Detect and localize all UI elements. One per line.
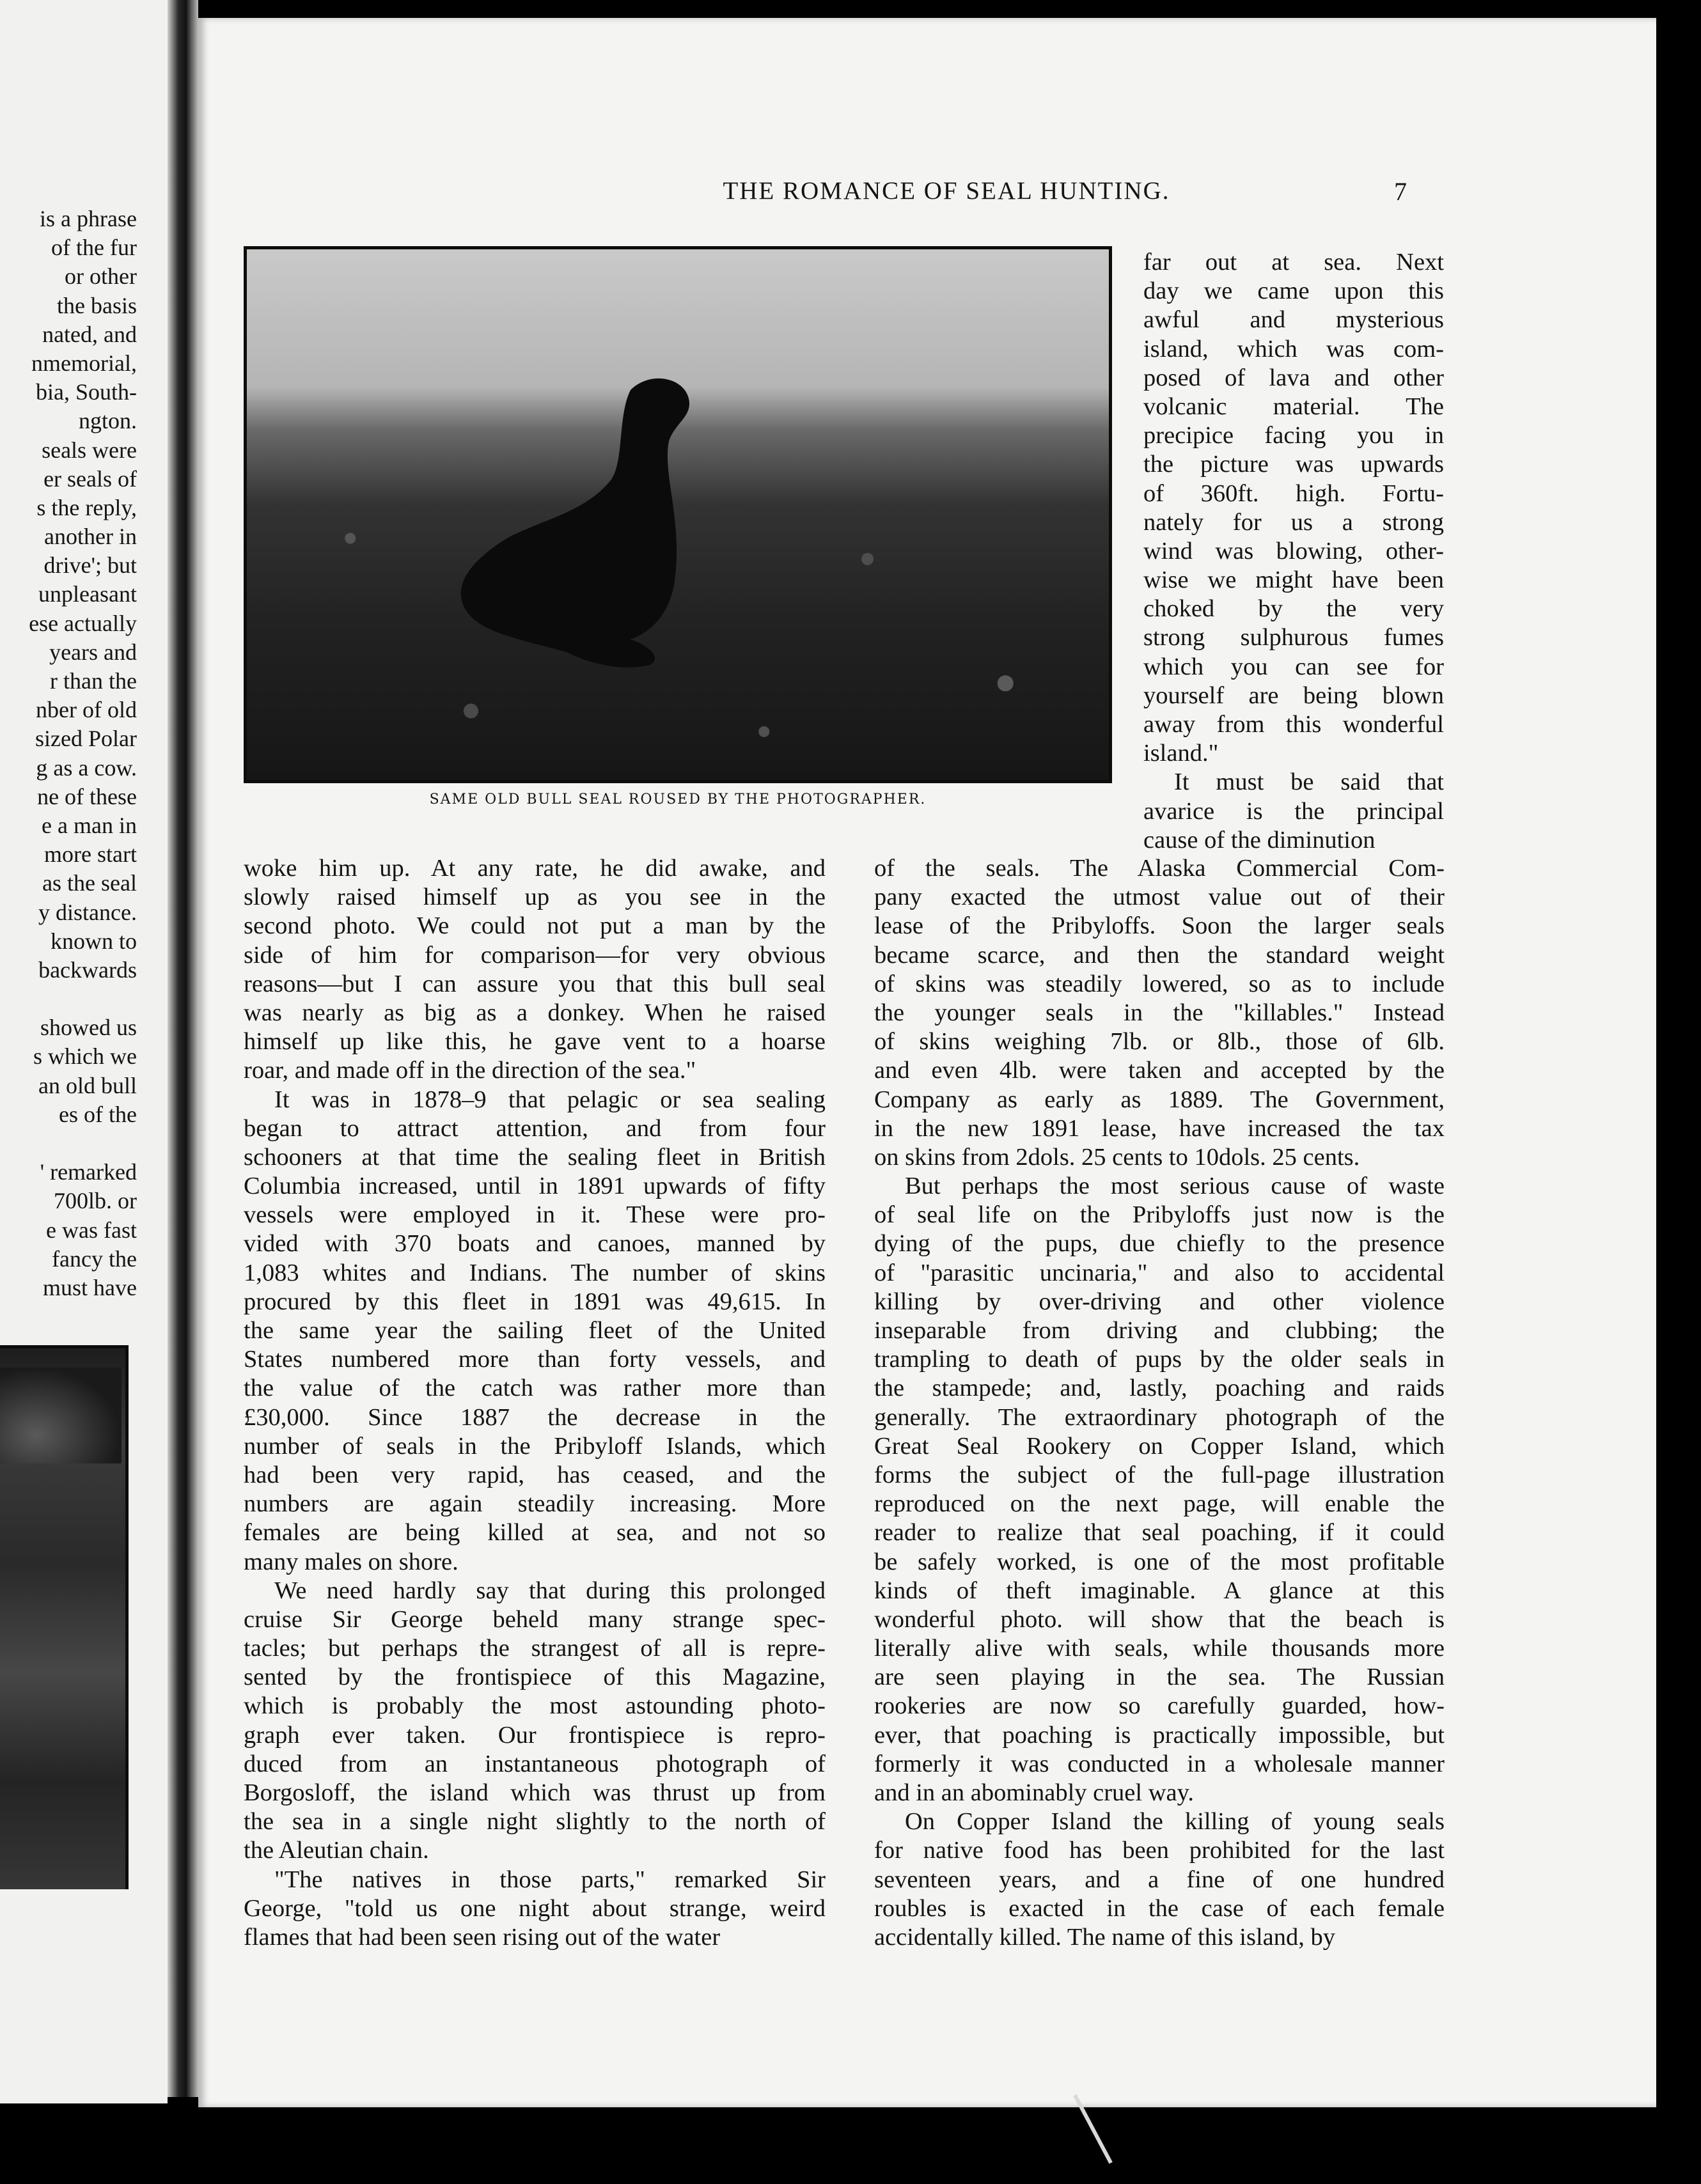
text-line: Company as early as 1889. The Government, [874,1086,1445,1113]
text-line: vided with 370 boats and canoes, manned by [244,1230,826,1258]
text-line: of "parasitic uncinaria," and also to accidental [874,1259,1445,1286]
text-line: of skins was steadily lowered, so as to include [874,970,1445,997]
text-line: schooners at that time the sealing fleet in British [244,1143,826,1171]
text-line: known to [51,928,137,954]
text-line: island, which was com- [1143,335,1444,363]
text-line: sized Polar [35,726,137,752]
text-line: wind was blowing, other- [1143,537,1444,565]
text-line: second photo. We could not put a man by the [244,912,826,940]
text-line: another in [44,524,137,550]
text-line: accidentally killed. The name of this island, by [874,1923,1335,1951]
text-line: of 360ft. high. Fortu- [1143,480,1444,507]
text-line: generally. The extraordinary photograph of the [874,1403,1445,1431]
text-line: reader to realize that seal poaching, if it could [874,1519,1445,1547]
text-column-right-top [1143,248,1444,855]
text-line: an old bull [38,1072,137,1098]
text-line: many males on shore. [244,1548,459,1575]
text-line: sented by the frontispiece of this Magazine, [244,1664,826,1691]
text-line: e was fast [46,1217,137,1243]
text-line: trampling to death of pups by the older seals in [874,1346,1445,1373]
text-line: It must be said that [1174,768,1444,796]
text-line: ngton. [78,408,137,434]
text-line: choked by the very [1143,595,1444,623]
text-line: of the fur [51,235,137,261]
text-line: for native food has been prohibited for the last [874,1837,1445,1864]
text-line: is a phrase [40,206,137,231]
text-column-left [244,854,826,1952]
text-line: £30,000. Since 1887 the decrease in the [244,1403,826,1431]
text-line: backwards [38,956,137,983]
text-line: flames that had been seen rising out of the water [244,1923,721,1951]
text-line: as the seal [42,870,137,896]
text-line: far out at sea. Next [1143,249,1444,276]
text-line: the younger seals in the "killables." Instead [874,999,1445,1026]
text-line: number of seals in the Pribyloff Islands, which [244,1432,826,1460]
text-line: of seal life on the Pribyloffs just now is the [874,1201,1445,1229]
text-line: cause of the diminution [1143,826,1376,854]
text-line: the sea in a single night slightly to the north of [244,1808,826,1836]
text-line: nber of old [36,697,137,723]
text-line: ' remarked [40,1159,137,1185]
text-line: and in an abominably cruel way. [874,1779,1194,1806]
text-line: on skins from 2dols. 25 cents to 10dols. 25 cents. [874,1143,1360,1171]
previous-page-text [29,205,137,1302]
text-line: of skins weighing 7lb. or 8lb., those of 6lb. [874,1028,1445,1056]
text-line: graph ever taken. Our frontispiece is repro- [244,1721,826,1749]
text-line: avarice is the principal [1143,797,1444,825]
text-line: of the seals. The Alaska Commercial Com- [874,855,1445,882]
text-line: 1,083 whites and Indians. The number of skins [244,1259,826,1286]
text-line: must have [43,1274,137,1300]
text-line: which is probably the most astounding photo- [244,1692,826,1720]
text-line: nated, and [42,321,137,347]
text-line: seals were [42,437,137,463]
text-line: the stampede; and, lastly, poaching and raids [874,1375,1445,1402]
text-line: precipice facing you in [1143,422,1444,449]
page-number: 7 [1394,177,1407,206]
page-gutter [168,0,198,2097]
text-line: literally alive with seals, while thousands more [874,1635,1445,1662]
text-line: the basis [57,292,137,318]
text-line: s the reply, [36,494,137,520]
text-line: drive'; but [43,552,137,579]
text-line: the Aleutian chain. [244,1837,429,1864]
text-line: years and [49,639,137,665]
text-line: ever, that poaching is practically impossible, but [874,1721,1445,1749]
text-line: more start [44,841,137,868]
text-line: in the new 1891 lease, have increased the tax [874,1114,1445,1142]
text-line: er seals of [43,465,137,492]
text-line: was nearly as big as a donkey. When he raised [244,999,826,1026]
text-line: e a man in [42,812,137,838]
text-line: which you can see for [1143,653,1444,680]
text-line: seventeen years, and a fine of one hundred [874,1866,1445,1893]
text-line: unpleasant [38,581,137,607]
text-line: inseparable from driving and clubbing; the [874,1317,1445,1344]
photo-caption: SAME OLD BULL SEAL ROUSED BY THE PHOTOGRAPHER. [429,792,927,807]
text-line: nmemorial, [31,350,137,376]
text-line: day we came upon this [1143,277,1444,305]
text-line: wise we might have been [1143,566,1444,594]
text-line: the value of the catch was rather more than [244,1375,826,1402]
text-line: formerly it was conducted in a wholesale manner [874,1750,1445,1777]
previous-page-fragment [0,0,168,2103]
text-line: slowly raised himself up as you see in the [244,884,826,911]
text-line: States numbered more than forty vessels, and [244,1346,826,1373]
text-line: the same year the sailing fleet of the United [244,1317,826,1344]
seal-silhouette [439,364,758,722]
text-line: yourself are being blown [1143,682,1444,709]
text-line: showed us [40,1015,137,1041]
text-line: forms the subject of the full-page illustration [874,1461,1445,1488]
text-line [29,985,137,1013]
text-line: woke him up. At any rate, he did awake, and [244,855,826,882]
text-line: g as a cow. [36,754,137,781]
text-line: and even 4lb. were taken and accepted by the [874,1057,1445,1084]
text-line: Great Seal Rookery on Copper Island, which [874,1432,1445,1460]
text-line: away from this wonderful [1143,711,1444,738]
text-line: volcanic material. The [1143,393,1444,420]
text-line: the picture was upwards [1143,451,1444,478]
text-line: ne of these [37,783,137,809]
text-line: roubles is exacted in the case of each female [874,1894,1445,1922]
text-column-right [874,854,1445,1952]
text-line: side of him for comparison—for very obvious [244,941,826,969]
text-line: awful and mysterious [1143,306,1444,334]
text-line: bia, South- [36,379,137,405]
text-line: dying of the pups, due chiefly to the presence [874,1230,1445,1258]
text-line: duced from an instantaneous photograph of [244,1750,826,1777]
running-title: THE ROMANCE OF SEAL HUNTING. [723,177,1170,205]
text-line: We need hardly say that during this prolonged [274,1577,826,1604]
text-line: pany exacted the utmost value out of their [874,884,1445,911]
text-line: On Copper Island the killing of young seals [905,1808,1445,1836]
magazine-page [198,18,1656,2107]
text-line: lease of the Pribyloffs. Soon the larger seals [874,912,1445,940]
text-line: kinds of theft imaginable. A glance at this [874,1577,1445,1604]
text-line: strong sulphurous fumes [1143,624,1444,651]
text-line: y distance. [38,899,137,925]
text-line: Columbia increased, until in 1891 upwards of fifty [244,1173,826,1200]
text-line: reproduced on the next page, will enable the [874,1490,1445,1518]
text-line: posed of lava and other [1143,364,1444,391]
text-line: 700lb. or [54,1188,137,1214]
text-line: or other [65,263,137,290]
text-line [29,1129,137,1158]
text-line: ese actually [29,610,137,636]
text-line: became scarce, and then the standard weight [874,941,1445,969]
text-line: be safely worked, is one of the most profitable [874,1548,1445,1575]
text-line: are seen playing in the sea. The Russian [874,1664,1445,1691]
text-line: r than the [50,668,137,694]
text-line: began to attract attention, and from four [244,1114,826,1142]
previous-page-photo [0,1345,129,1889]
text-line: numbers are again steadily increasing. More [244,1490,826,1518]
seal-photo [244,246,1112,783]
text-line: rookeries are now so carefully guarded, how- [874,1692,1445,1720]
text-line: had been very rapid, has ceased, and the [244,1461,826,1488]
text-line: es of the [59,1101,137,1127]
text-line: George, "told us one night about strange, weird [244,1894,826,1922]
text-line: killing by over-driving and other violence [874,1288,1445,1315]
text-line: But perhaps the most serious cause of waste [905,1173,1445,1200]
text-line: procured by this fleet in 1891 was 49,615. In [244,1288,826,1315]
text-line: cruise Sir George beheld many strange spec- [244,1605,826,1633]
text-line: fancy the [52,1245,137,1272]
text-line: Borgosloff, the island which was thrust up from [244,1779,826,1806]
text-line: "The natives in those parts," remarked Sir [274,1866,826,1893]
text-line: roar, and made off in the direction of the sea." [244,1057,696,1084]
text-line: island." [1143,740,1219,767]
text-line: tacles; but perhaps the strangest of all is repre- [244,1635,826,1662]
text-line: s which we [33,1043,137,1070]
running-header [198,176,1656,215]
text-line: himself up like this, he gave vent to a hoarse [244,1028,826,1056]
text-line: nately for us a strong [1143,508,1444,536]
text-line: wonderful photo. will show that the beach is [874,1605,1445,1633]
text-line: It was in 1878–9 that pelagic or sea sealing [274,1086,826,1113]
text-line: females are being killed at sea, and not so [244,1519,826,1547]
text-line: reasons—but I can assure you that this bull seal [244,970,826,997]
text-line: vessels were employed in it. These were pro- [244,1201,826,1229]
